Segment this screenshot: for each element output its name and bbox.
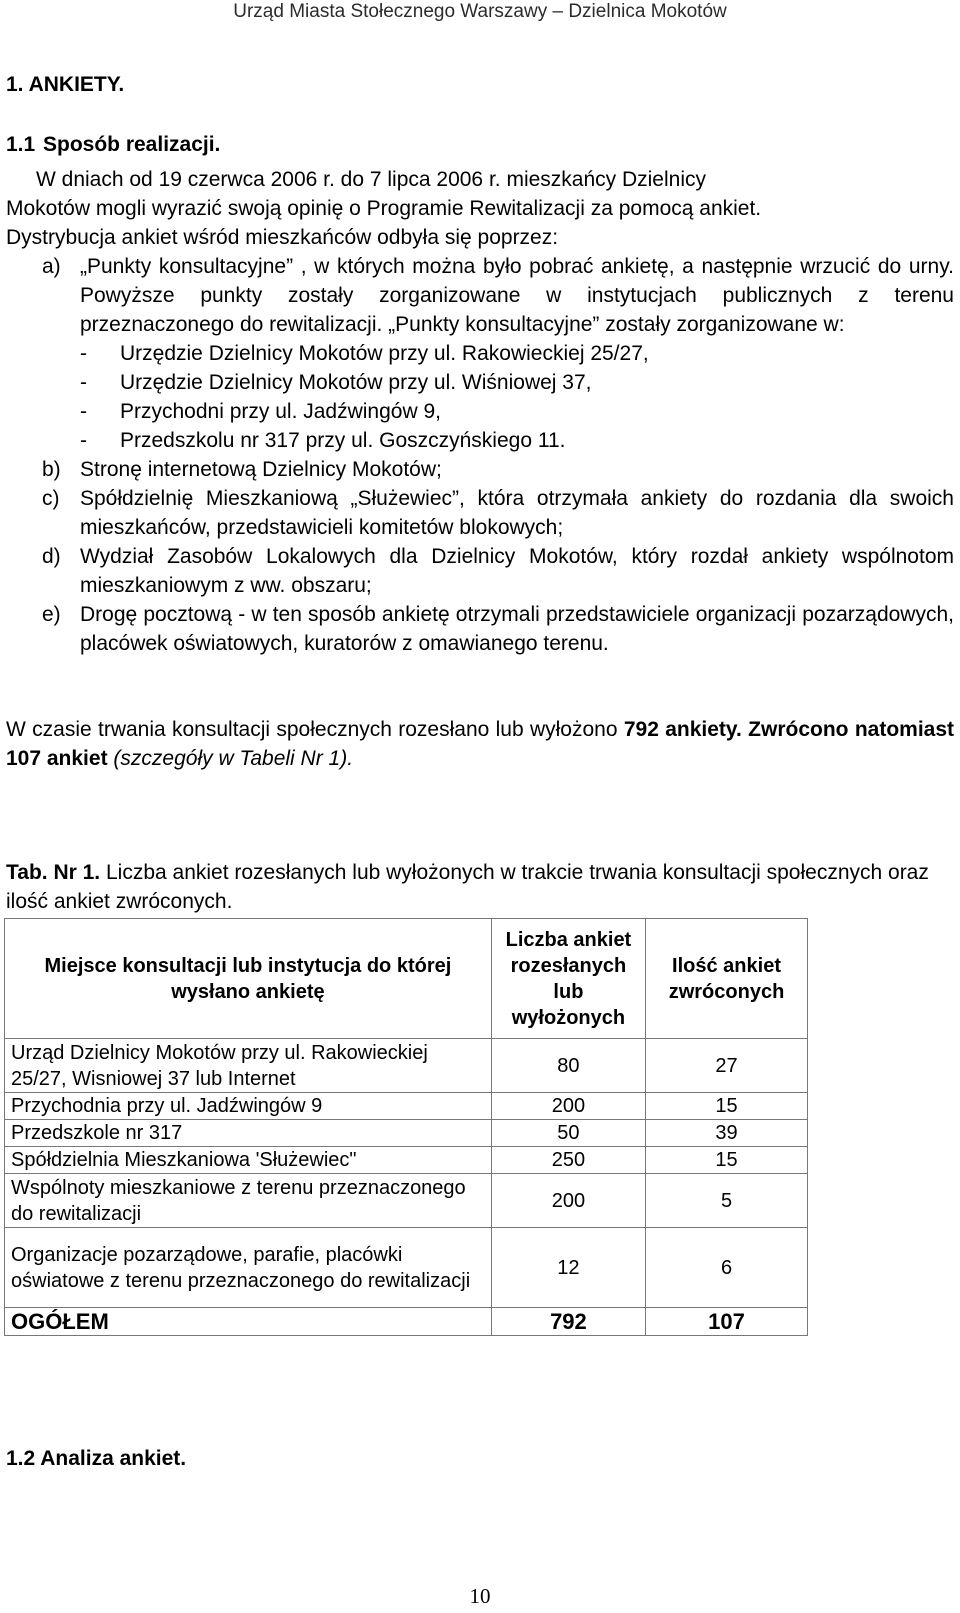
- header-place: Miejsce konsultacji lub instytucja do której wysłano ankietę: [5, 919, 492, 1039]
- cell-returned: 39: [646, 1120, 808, 1147]
- intro-line-3: Dystrybucja ankiet wśród mieszkańców odbyła się poprzez:: [6, 226, 559, 249]
- list-item: - Urzędzie Dzielnicy Mokotów przy ul. Wiśniowej 37,: [80, 371, 592, 394]
- list-item-e: [6, 600, 954, 658]
- table-row: [5, 1093, 808, 1120]
- list-item-c: [6, 484, 954, 542]
- table-caption-text: Liczba ankiet rozesłanych lub wyłożonych w trakcie trwania konsultacji społecznych oraz ilość ankiet zwróconych.: [6, 861, 929, 913]
- running-header: Urząd Miasta Stołecznego Warszawy – Dzielnica Mokotów: [233, 1, 727, 22]
- cell-sent: 200: [491, 1093, 645, 1120]
- table-row: [5, 1228, 808, 1308]
- list-item-label: e): [42, 603, 61, 626]
- table-row: [5, 1147, 808, 1174]
- list-item-label: c): [42, 487, 60, 510]
- intro-paragraph: [6, 165, 954, 252]
- cell-sent: 250: [491, 1147, 645, 1174]
- list-item: - Przychodni przy ul. Jadźwingów 9,: [80, 400, 441, 423]
- intro-line-1: W dniach od 19 czerwca 2006 r. do 7 lipca 2006 r. mieszkańcy Dzielnicy: [36, 168, 707, 191]
- table-row: [5, 1120, 808, 1147]
- summary-paragraph: [6, 715, 954, 773]
- list-item-d: [6, 542, 954, 600]
- cell-returned: 15: [646, 1147, 808, 1174]
- table-total-row: [5, 1308, 808, 1336]
- page-number: 10: [469, 1584, 491, 1608]
- cell-place: Wspólnoty mieszkaniowe z terenu przeznaczonego do rewitalizacji: [5, 1174, 492, 1228]
- summary-text: W czasie trwania konsultacji społecznych rozesłano lub wyłożono: [6, 718, 624, 741]
- table-row: [5, 1039, 808, 1093]
- list-item-label: d): [42, 545, 61, 568]
- list-item-label: a): [42, 255, 61, 278]
- table-caption: [6, 858, 954, 916]
- cell-sent: 50: [491, 1120, 645, 1147]
- intro-line-2: Mokotów mogli wyrazić swoją opinię o Programie Rewitalizacji za pomocą ankiet.: [6, 197, 762, 220]
- list-item-text: Spółdzielnię Mieszkaniową „Służewiec”, która otrzymała ankiety do rozdania dla swoich mieszkańców, przedstawicieli komitetów blokowych;: [80, 487, 954, 539]
- list-item: - Przedszkolu nr 317 przy ul. Goszczyńskiego 11.: [80, 429, 566, 452]
- cell-total-sent: 792: [491, 1308, 645, 1336]
- list-item-text: „Punkty konsultacyjne” , w których można było pobrać ankietę, a następnie wrzucić do urny. Powyższe punkty zostały zorganizowane w instytucjach publicznych z terenu przeznaczonego do rewitalizacji. „Punkty konsultacyjne” zostały zorganizowane w:: [80, 255, 954, 336]
- table-caption-label: Tab. Nr 1.: [6, 861, 101, 884]
- header-returned: Ilość ankiet zwróconych: [646, 919, 808, 1039]
- cell-sent: 80: [491, 1039, 645, 1093]
- subsection-number: 1.1: [6, 133, 36, 156]
- cell-place: Organizacje pozarządowe, parafie, placówki oświatowe z terenu przeznaczonego do rewitalizacji: [5, 1228, 492, 1308]
- subsection-heading-1-2: 1.2 Analiza ankiet.: [6, 1447, 187, 1470]
- header-sent: Liczba ankiet rozesłanych lub wyłożonych: [491, 919, 645, 1039]
- cell-place: Urząd Dzielnicy Mokotów przy ul. Rakowieckiej 25/27, Wisniowej 37 lub Internet: [5, 1039, 492, 1093]
- cell-returned: 15: [646, 1093, 808, 1120]
- subsection-title: Sposób realizacji.: [43, 133, 221, 156]
- summary-bold-figures: 792 ankiety. Zwrócono natomiast 107 ankiet: [6, 718, 955, 770]
- list-item-a: [6, 252, 954, 339]
- list-item-b: [6, 455, 954, 484]
- cell-returned: 27: [646, 1039, 808, 1093]
- cell-place: Spółdzielnia Mieszkaniowa 'Służewiec": [5, 1147, 492, 1174]
- survey-table: [4, 918, 808, 1336]
- list-item-text: Stronę internetową Dzielnicy Mokotów;: [80, 458, 442, 481]
- cell-place: Przedszkole nr 317: [5, 1120, 492, 1147]
- table-header-row: [5, 919, 808, 1039]
- cell-place: Przychodnia przy ul. Jadźwingów 9: [5, 1093, 492, 1120]
- section-heading-ankiety: 1. ANKIETY.: [6, 73, 125, 96]
- list-item-text: Wydział Zasobów Lokalowych dla Dzielnicy Mokotów, który rozdał ankiety wspólnotom mieszkaniowym z ww. obszaru;: [80, 545, 954, 597]
- subsection-heading-1-1: [6, 132, 220, 158]
- cell-returned: 5: [646, 1174, 808, 1228]
- cell-returned: 6: [646, 1228, 808, 1308]
- cell-total-label: OGÓŁEM: [5, 1308, 492, 1336]
- cell-total-returned: 107: [646, 1308, 808, 1336]
- list-item: - Urzędzie Dzielnicy Mokotów przy ul. Rakowieckiej 25/27,: [80, 342, 649, 365]
- list-item-label: b): [42, 458, 61, 481]
- distribution-list: [6, 252, 954, 658]
- list-item-text: Drogę pocztową - w ten sposób ankietę otrzymali przedstawiciele organizacji pozarządowych, placówek oświatowych, kuratorów z omawianego terenu.: [80, 603, 954, 655]
- summary-table-reference: (szczegóły w Tabeli Nr 1).: [107, 747, 354, 770]
- cell-sent: 12: [491, 1228, 645, 1308]
- consultation-points-list: [6, 339, 954, 455]
- table-row: [5, 1174, 808, 1228]
- cell-sent: 200: [491, 1174, 645, 1228]
